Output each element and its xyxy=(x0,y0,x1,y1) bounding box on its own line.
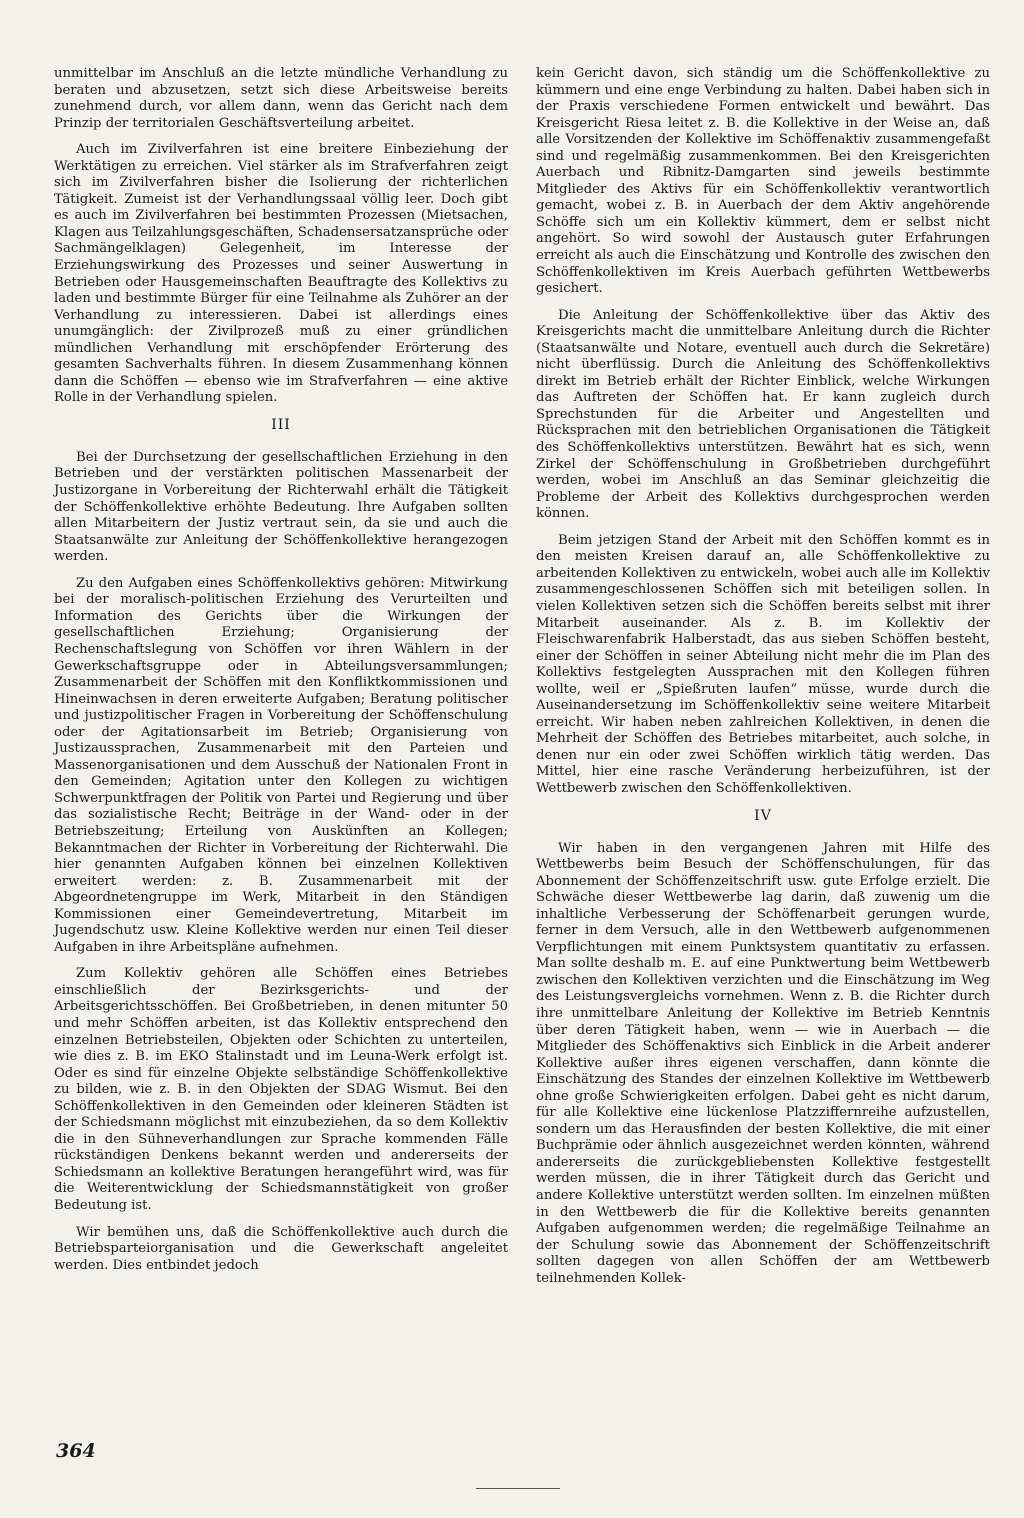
paragraph: Die Anleitung der Schöffenkollektive über das Aktiv des Kreisgerichts macht die unmittelbare Anleitung durch die Richter (Staatsanwälte und Notare, eventuell auch durch die Sekretäre) nicht überflüssig. Durch die Anleitung des Schöffenkollektivs direkt im Betrieb erhält der Richter Einblick, welche Wirkungen das Auftreten der Schöffen hat. Er kann zugleich durch Sprechstunden für die Arbeiter und Angestellten und Rücksprachen mit den betrieblichen Organisationen die Tätigkeit des Schöffenkollektivs unterstützen. Bewährt hat es sich, wenn Zirkel der Schöffenschulung in Großbetrieben durchgeführt werden, wobei im Anschluß an das Seminar gleichzeitig die Probleme der Arbeit des Kollektivs durchgesprochen werden können. xyxy=(536,307,990,522)
paragraph: Wir bemühen uns, daß die Schöffenkollektive auch durch die Betriebsparteiorganisation und die Gewerkschaft angeleitet werden. Dies entbindet jedoch xyxy=(54,1224,508,1273)
paragraph: Zu den Aufgaben eines Schöffenkollektivs gehören: Mitwirkung bei der moralisch-politischen Erziehung des Verurteilten und Information des Gerichts über die Wirkungen der gesellschaftlichen Erziehung; Organisierung der Rechenschaftslegung von Schöffen vor ihren Wählern in der Gewerkschaftsgruppe oder in Abteilungsversammlungen; Zusammenarbeit der Schöffen mit den Konfliktkommissionen und Hineinwachsen in deren erweiterte Aufgaben; Beratung politischer und justizpolitischer Fragen in Vorbereitung der Schöffenschulung oder der Agitationsarbeit im Betrieb; Organisierung von Justizaussprachen, Zusammenarbeit mit den Parteien und Massenorganisationen und dem Ausschuß der Nationalen Front in den Gemeinden; Agitation unter den Kollegen zu wichtigen Schwerpunktfragen der Politik von Partei und Regierung und über das sozialistische Recht; Beiträge in der Wand- oder in der Betriebszeitung; Erteilung von Auskünften an Kollegen; Bekanntmachen der Richter in Vorbereitung der Richterwahl. Die hier genannten Aufgaben können bei einzelnen Kollektiven erweitert werden: z. B. Zusammenarbeit mit der Abgeordnetengruppe im Werk, Mitarbeit in den Ständigen Kommissionen einer Gemeindevertretung, Mitarbeit im Jugendschutz usw. Kleine Kollektive werden nur einen Teil dieser Aufgaben in ihre Arbeitspläne aufnehmen. xyxy=(54,575,508,955)
paragraph: Bei der Durchsetzung der gesellschaftlichen Erziehung in den Betrieben und der verstärkten politischen Massenarbeit der Justizorgane in Vorbereitung der Richterwahl erhält die Tätigkeit der Schöffenkollektive erhöhte Bedeutung. Ihre Aufgaben sollten allen Mitarbeitern der Justiz vertraut sein, da sie und auch die Staatsanwälte zur Anleitung der Schöffenkollektive herangezogen werden. xyxy=(54,449,508,565)
paragraph: Beim jetzigen Stand der Arbeit mit den Schöffen kommt es in den meisten Kreisen darauf an, alle Schöffenkollektive zu arbeitenden Kollektiven zu entwickeln, wobei auch alle im Kollektiv zusammengeschlossenen Schöffen sich mit beteiligen sollen. In vielen Kollektiven setzen sich die Schöffen bereits selbst mit ihrer Mitarbeit auseinander. Als z. B. im Kollektiv der Fleischwarenfabrik Halberstadt, das aus sieben Schöffen besteht, einer der Schöffen in seiner Abteilung nicht mehr die im Plan des Kollektivs festgelegten Aussprachen mit den Kollegen führen wollte, weil er „Spießruten laufen“ müsse, wurde durch die Auseinandersetzung im Schöffenkollektiv seine weitere Mitarbeit erreicht. Wir haben neben zahlreichen Kollektiven, in denen die Mehrheit der Schöffen des Betriebes mitarbeitet, auch solche, in denen nur ein oder zwei Schöffen wirklich tätig werden. Das Mittel, hier eine rasche Veränderung herbeizuführen, ist der Wettbewerb zwischen den Schöffenkollektiven. xyxy=(536,532,990,796)
paragraph: Zum Kollektiv gehören alle Schöffen eines Betriebes einschließlich der Bezirksgerichts- und der Arbeitsgerichtsschöffen. Bei Großbetrieben, in denen mitunter 50 und mehr Schöffen arbeiten, ist das Kollektiv entsprechend den einzelnen Betriebsteilen, Objekten oder Schichten zu unterteilen, wie dies z. B. im EKO Stalinstadt und im Leuna-Werk erfolgt ist. Oder es sind für einzelne Objekte selbständige Schöffenkollektive zu bilden, wie z. B. in den Objekten der SDAG Wismut. Bei den Schöffenkollektiven in den Gemeinden oder kleineren Städten ist der Schiedsmann möglichst mit einzubeziehen, da so dem Kollektiv die in den Sühneverhandlungen zur Sprache kommenden Fälle rückständigen Denkens bekannt werden und andererseits der Schiedsmann an kollektive Beratungen herangeführt wird, was für die Weiterentwicklung der Schiedsmannstätigkeit von großer Bedeutung ist. xyxy=(54,966,508,1213)
paragraph: Auch im Zivilverfahren ist eine breitere Einbeziehung der Werktätigen zu erreichen. Viel stärker als im Strafverfahren zeigt sich im Zivilverfahren bisher die Isolierung der richterlichen Tätigkeit. Zumeist ist der Verhandlungssaal völlig leer. Doch gibt es auch im Zivilverfahren bei bestimmten Prozessen (Mietsachen, Klagen aus Teilzahlungsgeschäften, Schadensersatzansprüche oder Sachmängelklagen) Gelegenheit, im Interesse der Erziehungswirkung des Prozesses und seiner Auswertung in Betrieben oder Hausgemeinschaften Beauftragte des Kollektivs zu laden und bestimmte Bürger für eine Teilnahme als Zuhörer an der Verhandlung zu interessieren. Dabei ist allerdings eines unumgänglich: der Zivilprozeß muß zu einer gründlichen mündlichen Verhandlung mit erschöpfender Erörterung des gesamten Sachverhalts führen. In diesem Zusammenhang können dann die Schöffen — ebenso wie im Strafverfahren — eine aktive Rolle in der Verhandlung spielen. xyxy=(54,142,508,406)
section-heading: III xyxy=(271,416,291,433)
paragraph: unmittelbar im Anschluß an die letzte mündliche Verhandlung zu beraten und abzusetzen, setzt sich diese Arbeitsweise bereits zunehmend durch, vor allem dann, wenn das Gericht nach dem Prinzip der territorialen Geschäftsverteilung arbeitet. xyxy=(54,66,508,131)
section-heading: IV xyxy=(754,807,772,824)
left-column xyxy=(54,66,508,1284)
paragraph: kein Gericht davon, sich ständig um die Schöffenkollektive zu kümmern und eine enge Verbindung zu halten. Dabei haben sich in der Praxis verschiedene Formen entwickelt und bewährt. Das Kreisgericht Riesa leitet z. B. die Kollektive in der Weise an, daß alle Vorsitzenden der Kollektive im Schöffenaktiv zusammengefaßt sind und regelmäßig zusammenkommen. Bei den Kreisgerichten Auerbach und Ribnitz-Damgarten sind jeweils bestimmte Mitglieder des Aktivs für ein Schöffenkollektiv verantwortlich gemacht, wobei z. B. in Auerbach der dem Aktiv angehörende Schöffe sich um ein Kollektiv kümmert, dem er selbst nicht angehört. So wird sowohl der Austausch guter Erfahrungen erreicht als auch die Einschätzung und Kontrolle des zwischen den Schöffenkollektiven im Kreis Auerbach geführten Wettbewerbs gesichert. xyxy=(536,66,990,297)
footer-rule xyxy=(476,1488,560,1489)
right-column xyxy=(536,66,990,1297)
paragraph: Wir haben in den vergangenen Jahren mit Hilfe des Wettbewerbs beim Besuch der Schöffenschulungen, für das Abonnement der Schöffenzeitschrift usw. gute Erfolge erzielt. Die Schwäche dieser Wettbewerbe lag darin, daß zuwenig um die inhaltliche Verbesserung der Schöffenarbeit gerungen wurde, ferner in dem Versuch, alle in den Wettbewerb aufgenommenen Verpflichtungen mit einem Punktsystem quantitativ zu erfassen. Man sollte deshalb m. E. auf eine Punktwertung beim Wettbewerb zwischen den Kollektiven verzichten und die Einschätzung im Weg des Leistungsvergleichs vornehmen. Wenn z. B. die Richter durch ihre unmittelbare Anleitung der Kollektive im Betrieb Kenntnis über deren Tätigkeit haben, wenn — wie in Auerbach — die Mitglieder des Schöffenaktivs sich Einblick in die Arbeit anderer Kollektive außer ihres eigenen verschaffen, dann könnte die Einschätzung des Standes der einzelnen Kollektive im Wettbewerb ohne große Schwierigkeiten erfolgen. Dabei geht es nicht darum, für alle Kollektive eine lückenlose Platzziffernreihe aufzustellen, sondern um das Herausfinden der besten Kollektive, die mit einer Buchprämie oder ähnlich ausgezeichnet werden könnten, während andererseits die zurückgebliebensten Kollektive festgestellt werden müssen, die in ihrer Tätigkeit durch das Gericht und andere Kollektive unterstützt werden sollten. Im einzelnen müßten in den Wettbewerb die für die Kollektive bereits genannten Aufgaben aufgenommen werden; die regelmäßige Teilnahme an der Schulung sowie das Abonnement der Schöffenzeitschrift sollten dagegen von allen Schöffen der am Wettbewerb teilnehmenden Kollek- xyxy=(536,840,990,1286)
page-number: 364 xyxy=(56,1440,96,1462)
